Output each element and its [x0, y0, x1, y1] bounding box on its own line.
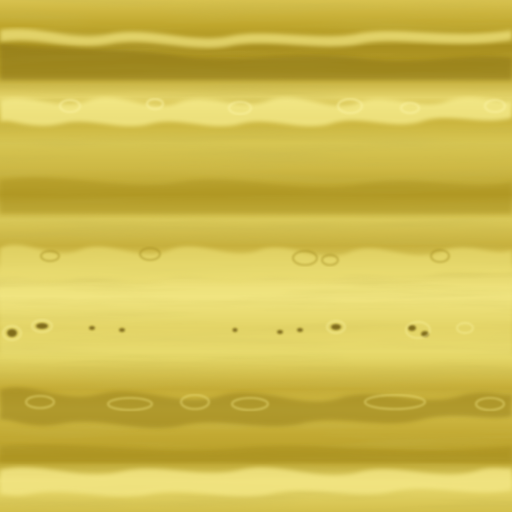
equatorial-zone [0, 285, 512, 355]
band-mid-upper [0, 177, 512, 214]
